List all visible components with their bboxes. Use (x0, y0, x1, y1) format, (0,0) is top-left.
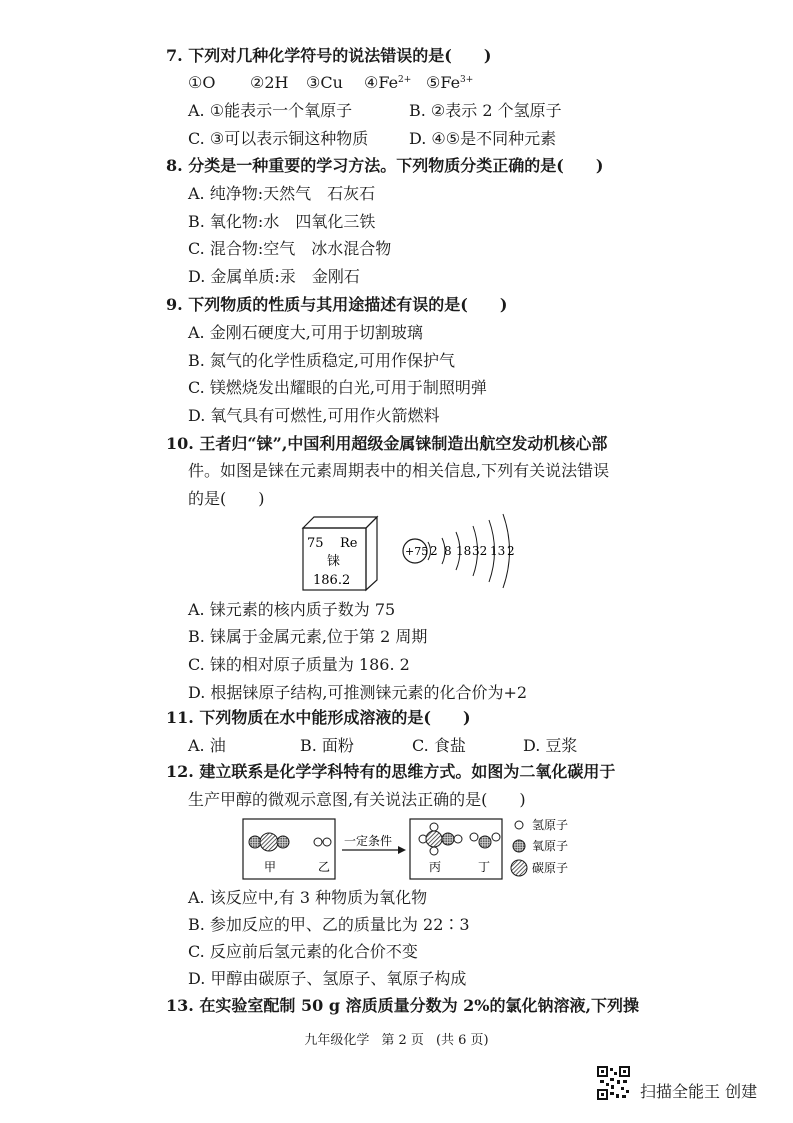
q12-option-a: A. 该反应中,有 3 种物质为氧化物 (188, 888, 428, 907)
q7-symbol-5: ⑤Fe (426, 73, 461, 92)
label-ding: 丁 (478, 860, 491, 874)
q7-option-d: D. ④⑤是不同种元素 (409, 129, 557, 148)
q9-option-a: A. 金刚石硬度大,可用于切割玻璃 (188, 323, 423, 342)
q7-option-b: B. ②表示 2 个氢原子 (409, 101, 562, 120)
legend-hydrogen-icon (515, 821, 523, 829)
q8-option-a: A. 纯净物:天然气 石灰石 (188, 184, 376, 203)
qr-code-icon (597, 1066, 630, 1100)
shell-4: 32 (472, 544, 488, 558)
nucleus-charge: +75 (405, 545, 429, 558)
page-footer (0, 1029, 793, 1048)
fe2-charge: 2+ (398, 75, 412, 85)
co2-carbon (260, 833, 278, 851)
fe3-charge: 3+ (460, 75, 474, 85)
q11-option-d: D. 豆浆 (523, 736, 578, 755)
q7-symbol-2: ②2H (250, 73, 289, 92)
q10-option-b: B. 铼属于金属元素,位于第 2 周期 (188, 627, 428, 646)
q7-symbol-4: ④Fe (364, 73, 399, 92)
q10-stem-line2: 件。如图是铼在元素周期表中的相关信息,下列有关说法错误 (188, 461, 610, 480)
q11-stem: 11. 下列物质在水中能形成溶液的是( ) (166, 708, 471, 727)
q9-stem: 9. 下列物质的性质与其用途描述有误的是( ) (166, 295, 508, 314)
q7-symbol-3: ③Cu (306, 73, 343, 92)
methanol-carbon (426, 831, 442, 847)
q9-option-b: B. 氮气的化学性质稳定,可用作保护气 (188, 351, 456, 370)
element-atomic-number: 75 (307, 536, 324, 551)
legend-oxygen-icon (513, 840, 525, 852)
q12-stem-line2: 生产甲醇的微观示意图,有关说法正确的是( ) (188, 790, 526, 809)
label-jia: 甲 (264, 860, 277, 874)
q7-stem: 7. 下列对几种化学符号的说法错误的是( ) (166, 46, 492, 65)
q12-option-d: D. 甲醇由碳原子、氢原子、氧原子构成 (188, 969, 467, 988)
shell-5: 13 (490, 544, 506, 558)
q7-option-c: C. ③可以表示铜这种物质 (188, 129, 369, 148)
legend-oxygen: 氧原子 (532, 839, 569, 853)
shell-2: 8 (444, 544, 452, 558)
q10-option-d: D. 根据铼原子结构,可推测铼元素的化合价为+2 (188, 683, 528, 702)
element-name: 铼 (327, 554, 341, 569)
q10-option-c: C. 铼的相对原子质量为 186. 2 (188, 655, 410, 674)
q8-option-c: C. 混合物:空气 冰水混合物 (188, 239, 392, 258)
legend-hydrogen: 氢原子 (532, 818, 569, 832)
q9-option-c: C. 镁燃烧发出耀眼的白光,可用于制照明弹 (188, 378, 487, 397)
shell-1: 2 (430, 544, 438, 558)
footer-total: (共 6 页) (435, 1033, 489, 1048)
methanol-oxygen (442, 833, 454, 845)
h2-atom-2 (323, 838, 331, 846)
q10-stem-line3: 的是( ) (188, 489, 265, 508)
arrow-condition: 一定条件 (344, 834, 393, 848)
q10-stem-line1: 10. 王者归“铼”,中国利用超级金属铼制造出航空发动机核心部 (166, 434, 608, 453)
shell-3: 18 (456, 544, 472, 558)
scanner-watermark: 扫描全能王 创建 (640, 1082, 758, 1101)
q8-stem: 8. 分类是一种重要的学习方法。下列物质分类正确的是( ) (166, 156, 604, 175)
q11-option-a: A. 油 (188, 736, 226, 755)
q7-option-a: A. ①能表示一个氧原子 (188, 101, 353, 120)
h2-atom-1 (314, 838, 322, 846)
atomic-structure-figure (400, 508, 530, 598)
element-cell-figure (300, 514, 380, 592)
co2-oxygen-right (277, 836, 289, 848)
q10-option-a: A. 铼元素的核内质子数为 75 (188, 600, 396, 619)
q7-symbol-1: ①O (188, 73, 216, 92)
q8-option-d: D. 金属单质:汞 金刚石 (188, 267, 360, 286)
q8-option-b: B. 氧化物:水 四氧化三铁 (188, 212, 376, 231)
shell-6: 2 (507, 544, 515, 558)
element-symbol: Re (340, 536, 358, 551)
footer-subject: 九年级化学 (304, 1033, 370, 1048)
footer-page: 第 2 页 (381, 1033, 424, 1048)
q12-option-c: C. 反应前后氢元素的化合价不变 (188, 942, 418, 961)
legend-carbon: 碳原子 (532, 861, 569, 875)
q11-option-b: B. 面粉 (300, 736, 354, 755)
water-oxygen (479, 836, 491, 848)
co2-oxygen-left (249, 836, 261, 848)
q12-option-b: B. 参加反应的甲、乙的质量比为 22∶3 (188, 915, 470, 934)
q13-stem: 13. 在实验室配制 50 g 溶质质量分数为 2%的氯化钠溶液,下列操 (166, 996, 640, 1015)
q12-stem-line1: 12. 建立联系是化学学科特有的思维方式。如图为二氧化碳用于 (166, 762, 616, 781)
label-bing: 丙 (429, 860, 442, 874)
q7-symbols (188, 73, 473, 93)
legend-carbon-icon (511, 860, 527, 876)
reaction-diagram (240, 815, 590, 883)
q11-option-c: C. 食盐 (412, 736, 466, 755)
label-yi: 乙 (318, 860, 331, 874)
q9-option-d: D. 氧气具有可燃性,可用作火箭燃料 (188, 406, 440, 425)
element-mass: 186.2 (313, 573, 351, 588)
